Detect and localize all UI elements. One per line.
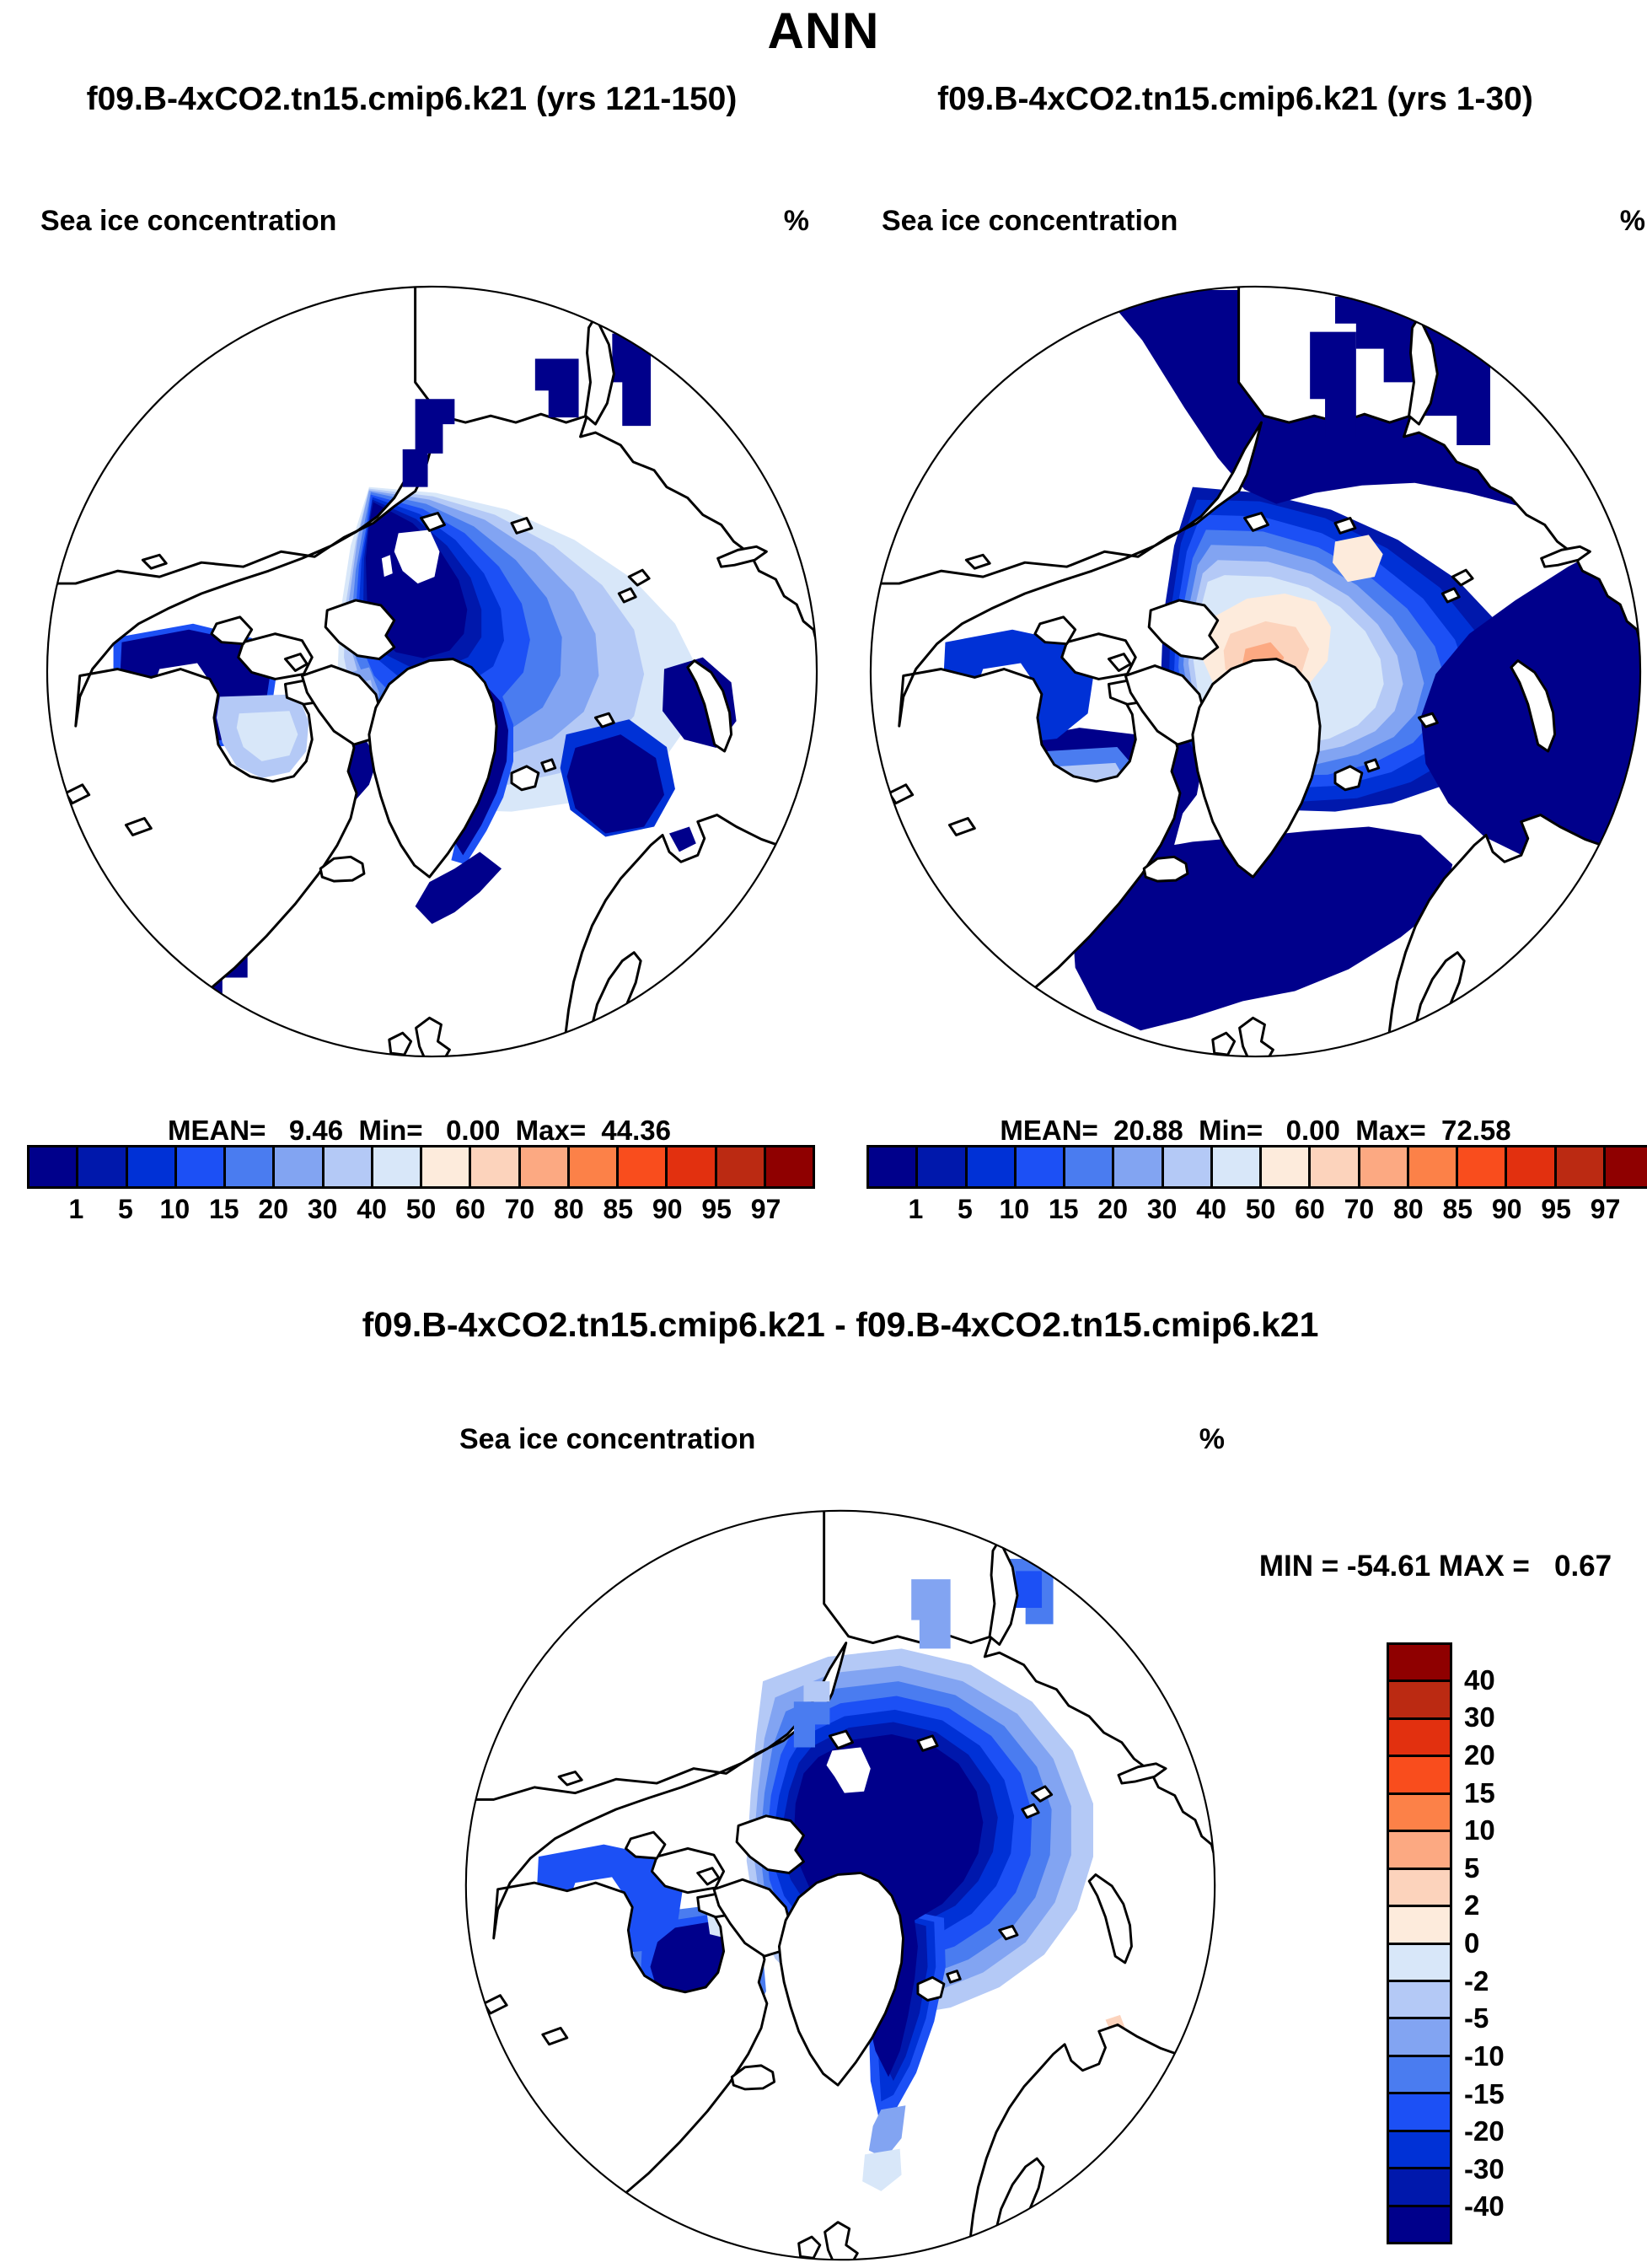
colorbar-segment xyxy=(1262,1147,1311,1186)
figure-title: ANN xyxy=(767,3,880,59)
units-label-diff: % xyxy=(1199,1423,1225,1455)
field-row-case1 xyxy=(40,205,809,238)
units-label-case1: % xyxy=(783,205,809,237)
colorbar-tick-label: 97 xyxy=(750,1194,781,1224)
colorbar-segment xyxy=(1507,1147,1556,1186)
colorbar-tick-label: 2 xyxy=(1464,1889,1480,1921)
colorbar-tick-label: -40 xyxy=(1464,2190,1505,2222)
colorbar-tick-label: 70 xyxy=(504,1194,535,1224)
colorbar-tick-label: 97 xyxy=(1590,1194,1621,1224)
units-label-case2: % xyxy=(1619,205,1645,237)
colorbar-case2 xyxy=(866,1145,1647,1189)
colorbar-segment xyxy=(78,1147,127,1186)
colorbar-tick-label: 85 xyxy=(603,1194,634,1224)
colorbar-tick-label: 95 xyxy=(1541,1194,1571,1224)
field-row-case2 xyxy=(882,205,1645,238)
subtitle-case1: f09.B-4xCO2.tn15.cmip6.k21 (yrs 121-150) xyxy=(86,81,738,117)
colorbar-segment xyxy=(1389,1757,1450,1794)
colorbar-segment xyxy=(1389,1870,1450,1907)
colorbar-segment xyxy=(30,1147,78,1186)
colorbar-segment xyxy=(968,1147,1017,1186)
colorbar-tick-label: 5 xyxy=(957,1194,973,1224)
colorbar-tick-label: 40 xyxy=(1196,1194,1226,1224)
colorbar-segment xyxy=(275,1147,324,1186)
colorbar-tick-label: -5 xyxy=(1464,2002,1489,2034)
colorbar-segment xyxy=(1065,1147,1114,1186)
colorbar-segment xyxy=(570,1147,619,1186)
colorbar-tick-label: 15 xyxy=(1464,1776,1495,1808)
colorbar-segment xyxy=(668,1147,716,1186)
colorbar-segment xyxy=(1360,1147,1409,1186)
colorbar-segment xyxy=(1557,1147,1606,1186)
colorbar-segment xyxy=(226,1147,275,1186)
field-label-case2: Sea ice concentration xyxy=(882,205,1178,237)
colorbar-tick-label: 70 xyxy=(1344,1194,1375,1224)
colorbar-tick-label: 85 xyxy=(1442,1194,1473,1224)
colorbar-segment xyxy=(1311,1147,1360,1186)
colorbar-ticks-case1 xyxy=(27,1194,815,1229)
colorbar-segment xyxy=(717,1147,766,1186)
colorbar-segment xyxy=(1389,1982,1450,2019)
map-case1 xyxy=(42,282,822,1061)
colorbar-tick-label: 10 xyxy=(1464,1814,1495,1846)
colorbar-tick-label: 50 xyxy=(405,1194,437,1224)
colorbar-segment xyxy=(1213,1147,1262,1186)
colorbar-tick-label: 50 xyxy=(1245,1194,1276,1224)
colorbar-segment xyxy=(766,1147,813,1186)
subtitle-case2: f09.B-4xCO2.tn15.cmip6.k21 (yrs 1-30) xyxy=(937,81,1533,117)
stats-case1: MEAN= 9.46 Min= 0.00 Max= 44.36 xyxy=(167,1115,672,1146)
colorbar-tick-label: 15 xyxy=(1048,1194,1079,1224)
colorbar-tick-label: -10 xyxy=(1464,2040,1505,2072)
colorbar-tick-label: -20 xyxy=(1464,2115,1505,2147)
colorbar-tick-label: 60 xyxy=(1295,1194,1325,1224)
colorbar-diff xyxy=(1387,1642,1452,2244)
colorbar-tick-label: 30 xyxy=(1146,1194,1178,1224)
colorbar-tick-label: 5 xyxy=(1464,1851,1480,1884)
colorbar-segment xyxy=(1409,1147,1458,1186)
colorbar-tick-label: 95 xyxy=(701,1194,732,1224)
colorbar-segment xyxy=(1164,1147,1213,1186)
colorbar-segment xyxy=(471,1147,520,1186)
colorbar-tick-label: 80 xyxy=(554,1194,584,1224)
colorbar-segment xyxy=(373,1147,422,1186)
colorbar-segment xyxy=(1389,2094,1450,2131)
colorbar-tick-label: 10 xyxy=(999,1194,1030,1224)
colorbar-segment xyxy=(1389,2019,1450,2056)
colorbar-segment xyxy=(918,1147,967,1186)
map-case2 xyxy=(866,282,1645,1061)
subtitle-diff: f09.B-4xCO2.tn15.cmip6.k21 - f09.B-4xCO2.tn15.cmip6.k21 xyxy=(362,1305,1319,1344)
colorbar-segment xyxy=(1389,1682,1450,1719)
colorbar-segment xyxy=(1389,1832,1450,1869)
colorbar-tick-label: 1 xyxy=(908,1194,924,1224)
stats-case2: MEAN= 20.88 Min= 0.00 Max= 72.58 xyxy=(1000,1115,1511,1146)
colorbar-tick-label: -30 xyxy=(1464,2152,1505,2185)
colorbar-tick-label: 20 xyxy=(1464,1739,1495,1771)
colorbar-segment xyxy=(1389,2057,1450,2094)
colorbar-tick-label: 20 xyxy=(258,1194,288,1224)
colorbar-segment xyxy=(1389,2169,1450,2206)
colorbar-tick-label: 40 xyxy=(357,1194,387,1224)
colorbar-tick-label: 10 xyxy=(159,1194,190,1224)
colorbar-tick-label: -2 xyxy=(1464,1964,1489,1997)
colorbar-segment xyxy=(1114,1147,1163,1186)
colorbar-segment xyxy=(1458,1147,1507,1186)
colorbar-segment xyxy=(1606,1147,1647,1186)
colorbar-segment xyxy=(1389,2207,1450,2242)
colorbar-case1 xyxy=(27,1145,815,1189)
colorbar-segment xyxy=(1389,1907,1450,1944)
stats-diff: MIN = -54.61 MAX = 0.67 xyxy=(1258,1550,1612,1583)
field-label-case1: Sea ice concentration xyxy=(40,205,337,237)
colorbar-tick-label: 30 xyxy=(307,1194,338,1224)
colorbar-segment xyxy=(1389,1720,1450,1757)
colorbar-tick-label: 90 xyxy=(1491,1194,1522,1224)
colorbar-tick-label: 0 xyxy=(1464,1927,1480,1959)
colorbar-tick-label: 1 xyxy=(68,1194,84,1224)
colorbar-segment xyxy=(1389,2132,1450,2169)
colorbar-tick-label: 90 xyxy=(652,1194,683,1224)
colorbar-segment xyxy=(128,1147,177,1186)
colorbar-segment xyxy=(869,1147,918,1186)
colorbar-segment xyxy=(422,1147,471,1186)
map-diff xyxy=(461,1506,1220,2265)
colorbar-tick-label: 80 xyxy=(1393,1194,1424,1224)
colorbar-segment xyxy=(1017,1147,1065,1186)
colorbar-ticks-case2 xyxy=(866,1194,1647,1229)
colorbar-tick-label: 40 xyxy=(1464,1663,1495,1696)
colorbar-ticks-diff xyxy=(1464,1642,1582,2244)
colorbar-segment xyxy=(1389,1645,1450,1682)
colorbar-tick-label: 15 xyxy=(208,1194,239,1224)
colorbar-segment xyxy=(521,1147,570,1186)
colorbar-tick-label: -15 xyxy=(1464,2077,1505,2109)
colorbar-tick-label: 20 xyxy=(1097,1194,1128,1224)
colorbar-segment xyxy=(619,1147,668,1186)
field-row-diff xyxy=(459,1423,1225,1456)
colorbar-segment xyxy=(177,1147,226,1186)
colorbar-segment xyxy=(1389,1945,1450,1982)
colorbar-tick-label: 5 xyxy=(117,1194,133,1224)
colorbar-segment xyxy=(1389,1795,1450,1832)
colorbar-tick-label: 60 xyxy=(455,1194,486,1224)
colorbar-segment xyxy=(325,1147,373,1186)
field-label-diff: Sea ice concentration xyxy=(459,1423,756,1455)
colorbar-tick-label: 30 xyxy=(1464,1701,1495,1733)
